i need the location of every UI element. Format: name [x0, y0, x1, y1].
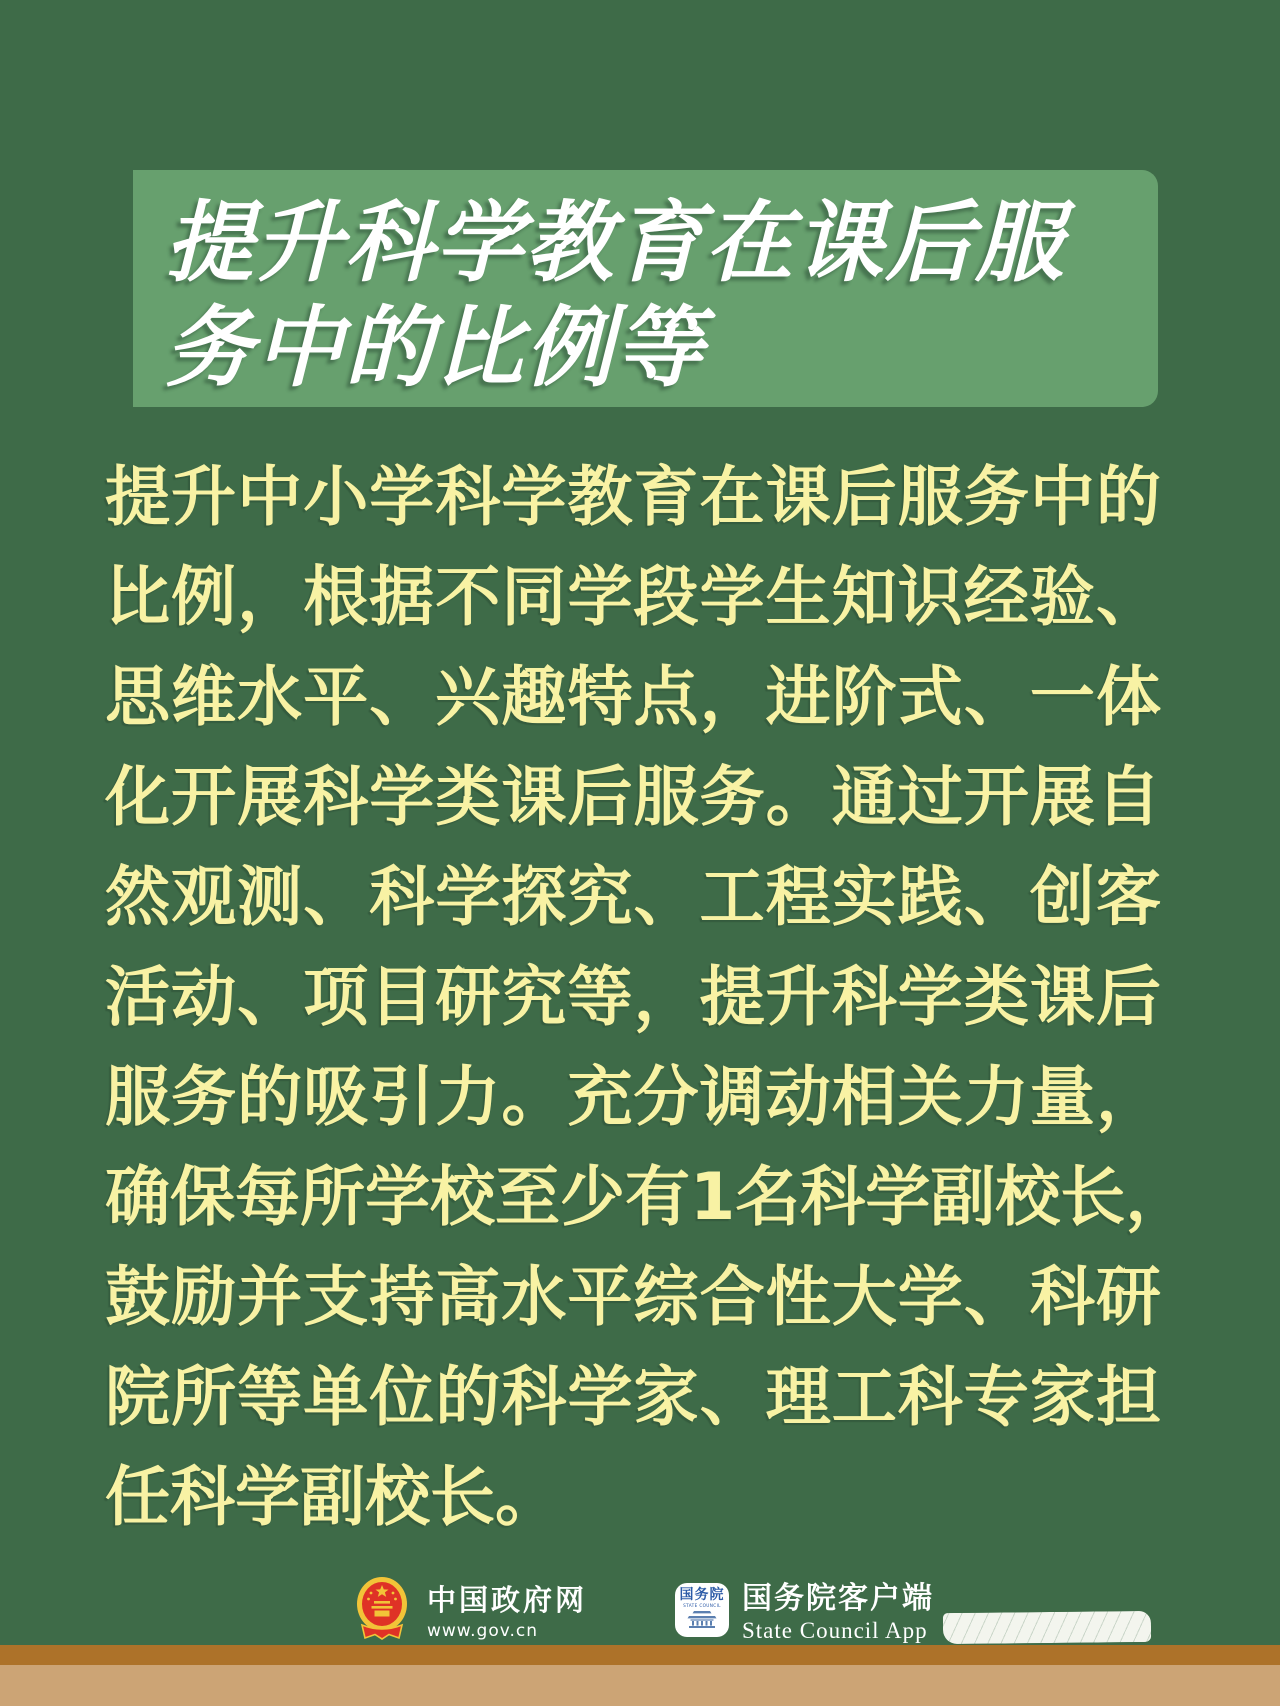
app-name: 国务院客户端	[742, 1581, 934, 1616]
gov-site-brand	[427, 1584, 587, 1643]
app-subtitle: State Council App	[742, 1618, 928, 1643]
body-line: 然观测、科学探究、工程实践、创客	[105, 860, 1161, 935]
tiananmen-icon	[681, 1611, 723, 1628]
gov-site-name: 中国政府网	[427, 1583, 588, 1617]
national-emblem-icon	[356, 1576, 408, 1642]
app-icon-subtitle: STATE COUNCIL	[683, 1603, 721, 1609]
body-line: 化开展科学类课后服务。通过开展自	[105, 760, 1161, 835]
title-panel	[133, 170, 1158, 407]
body-line: 鼓励并支持高水平综合性大学、科研	[105, 1260, 1161, 1335]
body-text	[105, 448, 1191, 1548]
app-icon-title: 国务院	[679, 1587, 725, 1603]
footer-bar-light	[0, 1665, 1280, 1706]
state-council-app-icon	[675, 1583, 729, 1637]
chalk-eraser-mark	[943, 1611, 1151, 1644]
page-title-line-1: 提升科学教育在课后服	[165, 191, 1066, 294]
body-line: 活动、项目研究等，提升科学类课后	[105, 960, 1161, 1035]
page-title-line-2: 务中的比例等	[165, 296, 706, 399]
state-council-app-brand	[742, 1582, 934, 1644]
body-line: 思维水平、兴趣特点，进阶式、一体	[105, 660, 1161, 735]
body-line: 比例，根据不同学段学生知识经验、	[105, 560, 1161, 635]
body-line: 院所等单位的科学家、理工科专家担	[105, 1360, 1161, 1435]
body-line: 确保每所学校至少有1名科学副校长，	[105, 1160, 1191, 1235]
body-line: 提升中小学科学教育在课后服务中的	[105, 460, 1161, 535]
gov-site-url: www.gov.cn	[427, 1621, 539, 1641]
footer-bar-dark	[0, 1645, 1280, 1665]
body-line: 服务的吸引力。充分调动相关力量，	[105, 1060, 1161, 1135]
body-line: 任科学副校长。	[105, 1460, 561, 1535]
